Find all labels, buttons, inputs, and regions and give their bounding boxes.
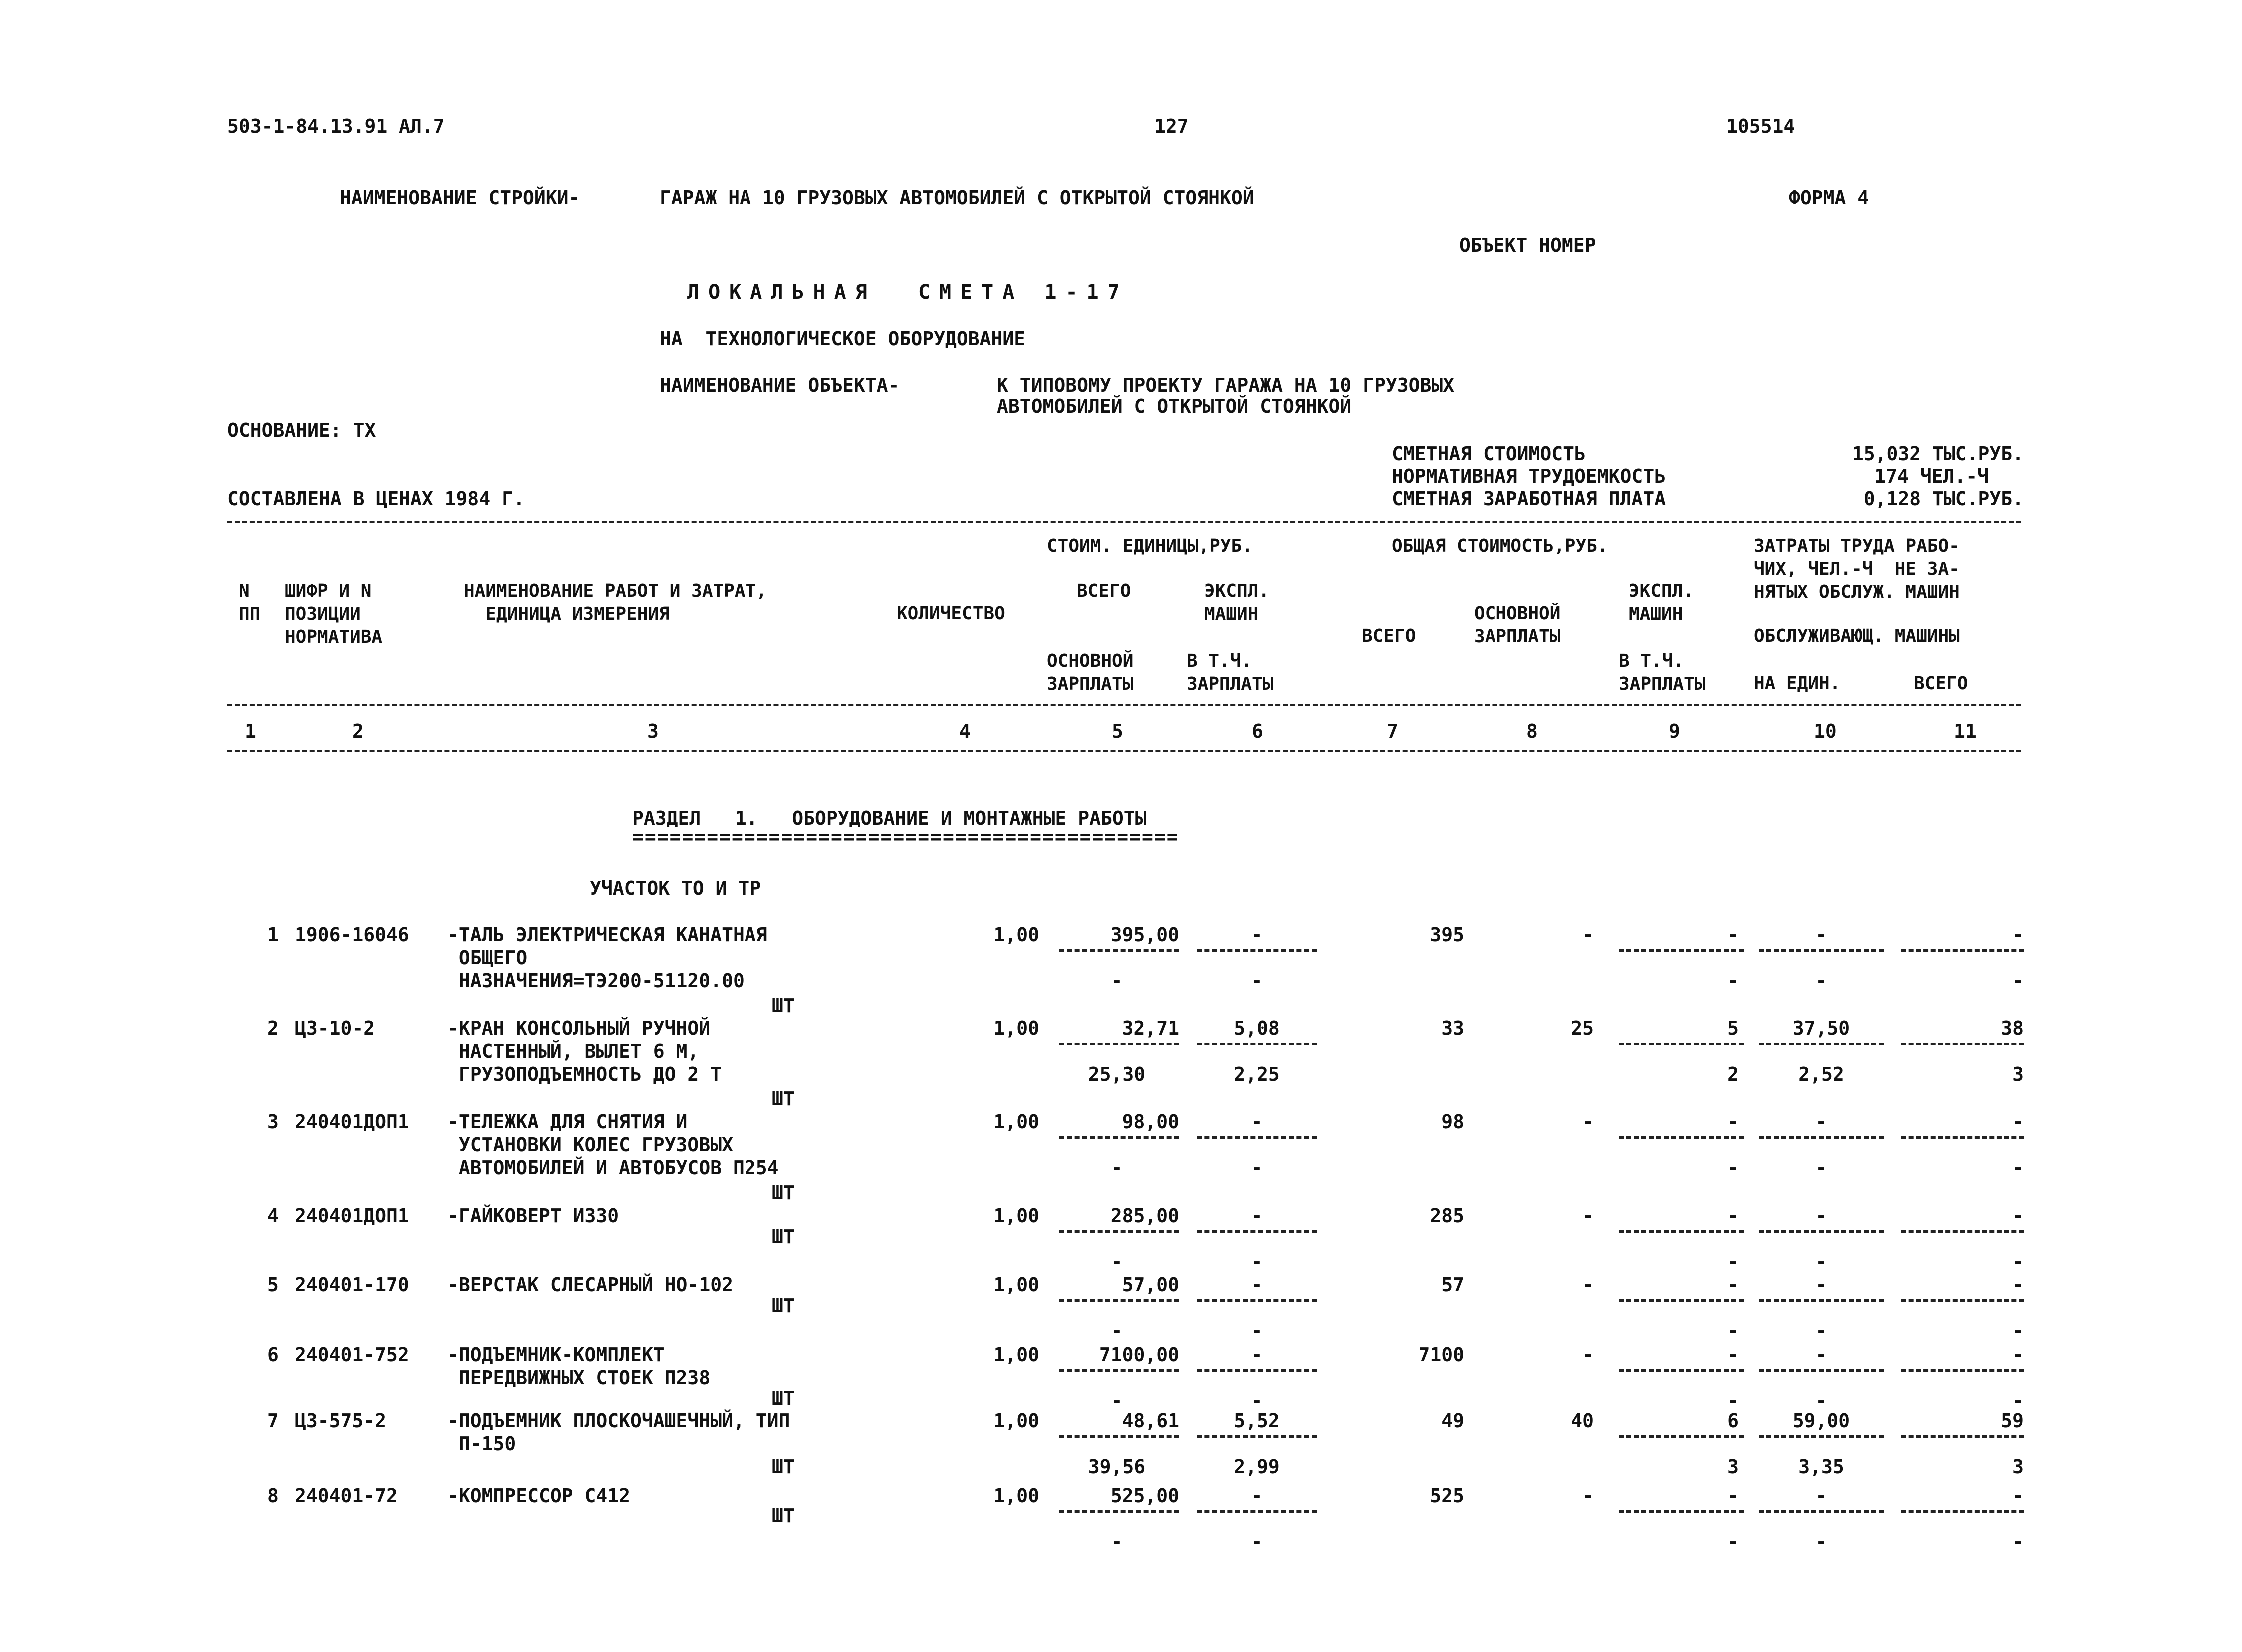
row-unit: ШТ [772, 1182, 795, 1204]
row-unit-machines: - [1251, 1274, 1263, 1296]
row-labor-total: 59 [2001, 1410, 2024, 1432]
row-unit-total: 48,61 [1122, 1410, 1179, 1432]
page-number: 127 [1154, 115, 1189, 137]
header-labor-per-unit: НА ЕДИН. [1754, 673, 1841, 694]
row-unit-machines: - [1251, 1344, 1263, 1366]
header-unit-base-salary: ОСНОВНОЙ ЗАРПЛАТЫ [1047, 651, 1134, 694]
row-unit-base-salary: - [1111, 1390, 1123, 1412]
row-code: Ц3-10-2 [295, 1017, 375, 1039]
row-unit: ШТ [772, 995, 795, 1017]
row-rule-labor-total [1901, 949, 2024, 952]
row-total: 7100 [1418, 1344, 1464, 1366]
row-labor-machines-total: - [2012, 1320, 2024, 1342]
row-total-base-salary: 40 [1571, 1410, 1594, 1432]
header-total-incl-salary: В Т.Ч. ЗАРПЛАТЫ [1619, 651, 1706, 694]
row-unit-total: 7100,00 [1099, 1344, 1179, 1366]
row-unit-total: 395,00 [1110, 924, 1179, 946]
row-unit-base-salary: 25,30 [1088, 1063, 1146, 1085]
header-col-name: НАИМЕНОВАНИЕ РАБОТ И ЗАТРАТ, ЕДИНИЦА ИЗМЕРЕНИЯ [464, 581, 767, 624]
row-unit-incl-salary: - [1251, 1251, 1263, 1273]
row-name-line: ОБЩЕГО [447, 947, 528, 969]
row-rule-total-machines [1619, 1435, 1744, 1438]
row-name-line: -ПОДЪЕМНИК-КОМПЛЕКТ [447, 1344, 665, 1366]
row-unit-total: 32,71 [1122, 1017, 1179, 1039]
row-number: 2 [267, 1017, 279, 1039]
col-number-7: 7 [1387, 720, 1398, 742]
section-title: РАЗДЕЛ 1. ОБОРУДОВАНИЕ И МОНТАЖНЫЕ РАБОТЫ [632, 807, 1147, 829]
form-label: ФОРМА 4 [1789, 187, 1869, 209]
row-unit-machines: - [1251, 1485, 1263, 1507]
basis: ОСНОВАНИЕ: ТХ [227, 419, 376, 441]
col-number-6: 6 [1252, 720, 1263, 742]
row-labor-machines-total: - [2012, 970, 2024, 992]
row-labor-machines-unit: - [1815, 1390, 1827, 1412]
row-rule-total-machines [1619, 1510, 1744, 1513]
row-unit-incl-salary: - [1251, 1390, 1263, 1412]
row-quantity: 1,00 [993, 1274, 1039, 1296]
row-unit-base-salary: - [1111, 970, 1123, 992]
row-total-incl-salary: - [1727, 1251, 1739, 1273]
header-unit-total: ВСЕГО [1077, 581, 1131, 601]
row-quantity: 1,00 [993, 1485, 1039, 1507]
row-total-incl-salary: - [1727, 970, 1739, 992]
row-rule-labor-unit [1759, 1369, 1884, 1372]
row-rule-labor-total [1901, 1369, 2024, 1372]
row-total-machines: - [1727, 1344, 1739, 1366]
row-unit: ШТ [772, 1387, 795, 1409]
row-name-line: АВТОМОБИЛЕЙ И АВТОБУСОВ П254 [447, 1157, 779, 1179]
row-number: 7 [267, 1410, 279, 1432]
row-unit-machines: - [1251, 1205, 1263, 1227]
header-unit-incl-salary: В Т.Ч. ЗАРПЛАТЫ [1187, 651, 1274, 694]
row-unit-incl-salary: - [1251, 970, 1263, 992]
summary-value-cost: 15,032 ТЫС.РУБ. [1852, 443, 2024, 465]
col-number-4: 4 [959, 720, 971, 742]
row-total-base-salary: 25 [1571, 1017, 1594, 1039]
header-col-number: N ПП [239, 581, 261, 624]
row-unit-base-salary: - [1111, 1531, 1123, 1553]
row-rule-labor-total [1901, 1136, 2024, 1139]
summary-value-labor: 174 ЧЕЛ.-Ч [1874, 465, 1989, 487]
row-rule-labor-unit [1759, 949, 1884, 952]
object-value-line1: К ТИПОВОМУ ПРОЕКТУ ГАРАЖА НА 10 ГРУЗОВЫХ [997, 374, 1455, 396]
row-unit-base-salary: 39,56 [1088, 1456, 1146, 1478]
row-unit: ШТ [772, 1226, 795, 1248]
row-total-incl-salary: - [1727, 1390, 1739, 1412]
row-total-machines: - [1727, 1205, 1739, 1227]
row-rule-unit-total [1059, 1435, 1179, 1438]
row-name-line: -ТАЛЬ ЭЛЕКТРИЧЕСКАЯ КАНАТНАЯ [447, 924, 767, 946]
row-rule-labor-unit [1759, 1043, 1884, 1045]
row-rule-labor-total [1901, 1299, 2024, 1302]
row-rule-unit-machines [1197, 1230, 1317, 1233]
row-quantity: 1,00 [993, 1205, 1039, 1227]
row-rule-unit-total [1059, 1136, 1179, 1139]
row-labor-per-unit: - [1815, 1205, 1827, 1227]
header-unit-cost: СТОИМ. ЕДИНИЦЫ,РУБ. [1047, 536, 1253, 556]
construction-value: ГАРАЖ НА 10 ГРУЗОВЫХ АВТОМОБИЛЕЙ С ОТКРЫТОЙ СТОЯНКОЙ [660, 187, 1254, 209]
row-total-base-salary: - [1582, 1111, 1594, 1133]
document-number: 105514 [1726, 115, 1795, 137]
row-labor-total: - [2012, 924, 2024, 946]
row-name-line: -ПОДЪЕМНИК ПЛОСКОЧАШЕЧНЫЙ, ТИП [447, 1410, 790, 1432]
row-unit-incl-salary: - [1251, 1320, 1263, 1342]
row-code: 240401-170 [295, 1274, 409, 1296]
row-unit-machines: 5,52 [1234, 1410, 1280, 1432]
row-rule-labor-total [1901, 1435, 2024, 1438]
row-name-line: ГРУЗОПОДЪЕМНОСТЬ ДО 2 Т [447, 1063, 722, 1085]
header-rule-mid [227, 704, 2021, 706]
row-total-machines: 5 [1727, 1017, 1739, 1039]
row-number: 3 [267, 1111, 279, 1133]
row-rule-unit-machines [1197, 1299, 1317, 1302]
row-labor-total: - [2012, 1274, 2024, 1296]
row-total-base-salary: - [1582, 924, 1594, 946]
row-total-base-salary: - [1582, 1485, 1594, 1507]
row-labor-machines-unit: - [1815, 1157, 1827, 1179]
header-labor-machines: ОБСЛУЖИВАЮЩ. МАШИНЫ [1754, 626, 1960, 646]
row-name-line: НАЗНАЧЕНИЯ=ТЭ200-51120.00 [447, 970, 745, 992]
header-labor: ЗАТРАТЫ ТРУДА РАБО- ЧИХ, ЧЕЛ.-Ч НЕ ЗА- НЯТЫХ ОБСЛУЖ. МАШИН [1754, 536, 1960, 602]
row-unit-total: 525,00 [1110, 1485, 1179, 1507]
row-number: 5 [267, 1274, 279, 1296]
subsection-title: УЧАСТОК ТО И ТР [590, 877, 761, 899]
object-value-line2: АВТОМОБИЛЕЙ С ОТКРЫТОЙ СТОЯНКОЙ [997, 395, 1352, 417]
row-code: 240401ДОП1 [295, 1205, 409, 1227]
row-rule-total-machines [1619, 1369, 1744, 1372]
col-number-3: 3 [647, 720, 659, 742]
row-unit-base-salary: - [1111, 1157, 1123, 1179]
row-labor-per-unit: 37,50 [1792, 1017, 1850, 1039]
row-labor-per-unit: - [1815, 1111, 1827, 1133]
row-rule-unit-total [1059, 1510, 1179, 1513]
row-quantity: 1,00 [993, 1344, 1039, 1366]
col-number-1: 1 [245, 720, 256, 742]
row-quantity: 1,00 [993, 924, 1039, 946]
object-label: НАИМЕНОВАНИЕ ОБЪЕКТА- [660, 374, 900, 396]
row-total: 33 [1441, 1017, 1464, 1039]
header-col-code: ШИФР И N ПОЗИЦИИ НОРМАТИВА [285, 581, 383, 647]
row-unit: ШТ [772, 1295, 795, 1317]
summary-value-salary: 0,128 ТЫС.РУБ. [1863, 488, 2024, 510]
row-rule-total-machines [1619, 1299, 1744, 1302]
row-total-machines: - [1727, 924, 1739, 946]
header-total-base-salary: ОСНОВНОЙ ЗАРПЛАТЫ [1474, 603, 1561, 647]
row-rule-unit-machines [1197, 1510, 1317, 1513]
row-labor-machines-unit: - [1815, 970, 1827, 992]
row-unit-machines: - [1251, 924, 1263, 946]
row-rule-labor-unit [1759, 1435, 1884, 1438]
row-number: 8 [267, 1485, 279, 1507]
row-rule-labor-total [1901, 1230, 2024, 1233]
summary-label-salary: СМЕТНАЯ ЗАРАБОТНАЯ ПЛАТА [1392, 488, 1666, 510]
row-unit-incl-salary: - [1251, 1531, 1263, 1553]
row-labor-total: - [2012, 1111, 2024, 1133]
row-labor-machines-unit: - [1815, 1320, 1827, 1342]
row-labor-total: - [2012, 1205, 2024, 1227]
row-rule-labor-total [1901, 1043, 2024, 1045]
row-rule-labor-unit [1759, 1299, 1884, 1302]
row-name-line: -ГАЙКОВЕРТ И330 [447, 1205, 619, 1227]
row-name-line: НАСТЕННЫЙ, ВЫЛЕТ 6 М, [447, 1040, 699, 1062]
row-total-base-salary: - [1582, 1205, 1594, 1227]
estimate-subtitle: НА ТЕХНОЛОГИЧЕСКОЕ ОБОРУДОВАНИЕ [660, 328, 1026, 350]
row-total-machines: - [1727, 1485, 1739, 1507]
row-name-line: -КРАН КОНСОЛЬНЫЙ РУЧНОЙ [447, 1017, 711, 1039]
row-total-incl-salary: - [1727, 1320, 1739, 1342]
row-unit-incl-salary: 2,25 [1234, 1063, 1280, 1085]
row-rule-labor-total [1901, 1510, 2024, 1513]
row-total-incl-salary: - [1727, 1157, 1739, 1179]
row-rule-unit-machines [1197, 1435, 1317, 1438]
row-rule-unit-total [1059, 1369, 1179, 1372]
row-name-line: -КОМПРЕССОР С412 [447, 1485, 631, 1507]
row-unit: ШТ [772, 1088, 795, 1110]
row-total: 98 [1441, 1111, 1464, 1133]
row-code: 240401-72 [295, 1485, 398, 1507]
col-number-9: 9 [1669, 720, 1680, 742]
construction-label: НАИМЕНОВАНИЕ СТРОЙКИ- [340, 187, 580, 209]
row-labor-machines-total: 3 [2012, 1063, 2024, 1085]
row-rule-labor-unit [1759, 1510, 1884, 1513]
row-labor-machines-total: 3 [2012, 1456, 2024, 1478]
row-name-line: П-150 [447, 1433, 516, 1455]
row-labor-total: - [2012, 1344, 2024, 1366]
row-total-base-salary: - [1582, 1344, 1594, 1366]
row-unit-total: 57,00 [1122, 1274, 1179, 1296]
row-number: 4 [267, 1205, 279, 1227]
row-labor-per-unit: - [1815, 1274, 1827, 1296]
row-code: 240401ДОП1 [295, 1111, 409, 1133]
row-code: 240401-752 [295, 1344, 409, 1366]
col-number-5: 5 [1112, 720, 1123, 742]
row-quantity: 1,00 [993, 1017, 1039, 1039]
row-rule-total-machines [1619, 1230, 1744, 1233]
row-rule-unit-total [1059, 1043, 1179, 1045]
row-rule-labor-unit [1759, 1230, 1884, 1233]
row-rule-unit-total [1059, 1299, 1179, 1302]
col-number-11: 11 [1954, 720, 1977, 742]
row-rule-total-machines [1619, 1043, 1744, 1045]
header-col-quantity: КОЛИЧЕСТВО [897, 603, 1005, 624]
row-code: 1906-16046 [295, 924, 409, 946]
row-rule-total-machines [1619, 949, 1744, 952]
row-code: Ц3-575-2 [295, 1410, 387, 1432]
header-labor-total: ВСЕГО [1914, 673, 1968, 694]
row-total-incl-salary: - [1727, 1531, 1739, 1553]
row-unit: ШТ [772, 1456, 795, 1478]
row-labor-per-unit: - [1815, 1485, 1827, 1507]
row-labor-machines-total: - [2012, 1251, 2024, 1273]
row-unit-machines: 5,08 [1234, 1017, 1280, 1039]
row-labor-machines-total: - [2012, 1390, 2024, 1412]
row-total: 285 [1430, 1205, 1464, 1227]
row-rule-unit-total [1059, 1230, 1179, 1233]
row-total-base-salary: - [1582, 1274, 1594, 1296]
row-labor-machines-total: - [2012, 1157, 2024, 1179]
row-labor-per-unit: - [1815, 1344, 1827, 1366]
col-number-8: 8 [1526, 720, 1538, 742]
row-rule-labor-unit [1759, 1136, 1884, 1139]
row-total-machines: - [1727, 1274, 1739, 1296]
row-name-line: -ВЕРСТАК СЛЕСАРНЫЙ НО-102 [447, 1274, 733, 1296]
row-unit-total: 285,00 [1110, 1205, 1179, 1227]
row-total: 395 [1430, 924, 1464, 946]
section-underline: ============================================ [632, 826, 1179, 848]
document-code: 503-1-84.13.91 АЛ.7 [227, 115, 445, 137]
row-rule-unit-total [1059, 949, 1179, 952]
row-number: 6 [267, 1344, 279, 1366]
row-rule-unit-machines [1197, 949, 1317, 952]
summary-label-labor: НОРМАТИВНАЯ ТРУДОЕМКОСТЬ [1392, 465, 1666, 487]
object-number: ОБЪЕКТ НОМЕР [1459, 234, 1596, 256]
row-rule-unit-machines [1197, 1369, 1317, 1372]
col-number-10: 10 [1814, 720, 1837, 742]
row-labor-per-unit: - [1815, 924, 1827, 946]
header-rule-top [227, 521, 2021, 523]
row-rule-unit-machines [1197, 1043, 1317, 1045]
row-name-line: УСТАНОВКИ КОЛЕС ГРУЗОВЫХ [447, 1134, 733, 1156]
row-unit-incl-salary: 2,99 [1234, 1456, 1280, 1478]
row-labor-per-unit: 59,00 [1792, 1410, 1850, 1432]
header-total-machines: ЭКСПЛ. МАШИН [1629, 581, 1694, 624]
row-rule-total-machines [1619, 1136, 1744, 1139]
row-labor-machines-unit: - [1815, 1251, 1827, 1273]
header-total-cost: ОБЩАЯ СТОИМОСТЬ,РУБ. [1392, 536, 1608, 556]
row-total-machines: 6 [1727, 1410, 1739, 1432]
row-labor-machines-unit: - [1815, 1531, 1827, 1553]
row-quantity: 1,00 [993, 1410, 1039, 1432]
row-total-incl-salary: 2 [1727, 1063, 1739, 1085]
col-number-2: 2 [352, 720, 364, 742]
price-basis: СОСТАВЛЕНА В ЦЕНАХ 1984 Г. [227, 488, 525, 510]
row-name-line: -ТЕЛЕЖКА ДЛЯ СНЯТИЯ И [447, 1111, 688, 1133]
row-labor-machines-total: - [2012, 1531, 2024, 1553]
row-labor-machines-unit: 3,35 [1798, 1456, 1844, 1478]
row-quantity: 1,00 [993, 1111, 1039, 1133]
row-total: 49 [1441, 1410, 1464, 1432]
row-unit-base-salary: - [1111, 1251, 1123, 1273]
row-unit-machines: - [1251, 1111, 1263, 1133]
row-total-machines: - [1727, 1111, 1739, 1133]
row-unit-base-salary: - [1111, 1320, 1123, 1342]
header-rule-bottom [227, 750, 2021, 752]
row-unit: ШТ [772, 1505, 795, 1527]
row-number: 1 [267, 924, 279, 946]
estimate-title: ЛОКАЛЬНАЯ СМЕТА 1-17 [687, 281, 1129, 304]
header-unit-machines: ЭКСПЛ. МАШИН [1204, 581, 1270, 624]
summary-label-cost: СМЕТНАЯ СТОИМОСТЬ [1392, 443, 1586, 465]
row-labor-machines-unit: 2,52 [1798, 1063, 1844, 1085]
row-rule-unit-machines [1197, 1136, 1317, 1139]
row-unit-incl-salary: - [1251, 1157, 1263, 1179]
row-labor-total: 38 [2001, 1017, 2024, 1039]
row-unit-total: 98,00 [1122, 1111, 1179, 1133]
row-total: 57 [1441, 1274, 1464, 1296]
row-total: 525 [1430, 1485, 1464, 1507]
row-total-incl-salary: 3 [1727, 1456, 1739, 1478]
row-labor-total: - [2012, 1485, 2024, 1507]
row-name-line: ПЕРЕДВИЖНЫХ СТОЕК П238 [447, 1367, 711, 1389]
header-total-all: ВСЕГО [1362, 626, 1416, 646]
